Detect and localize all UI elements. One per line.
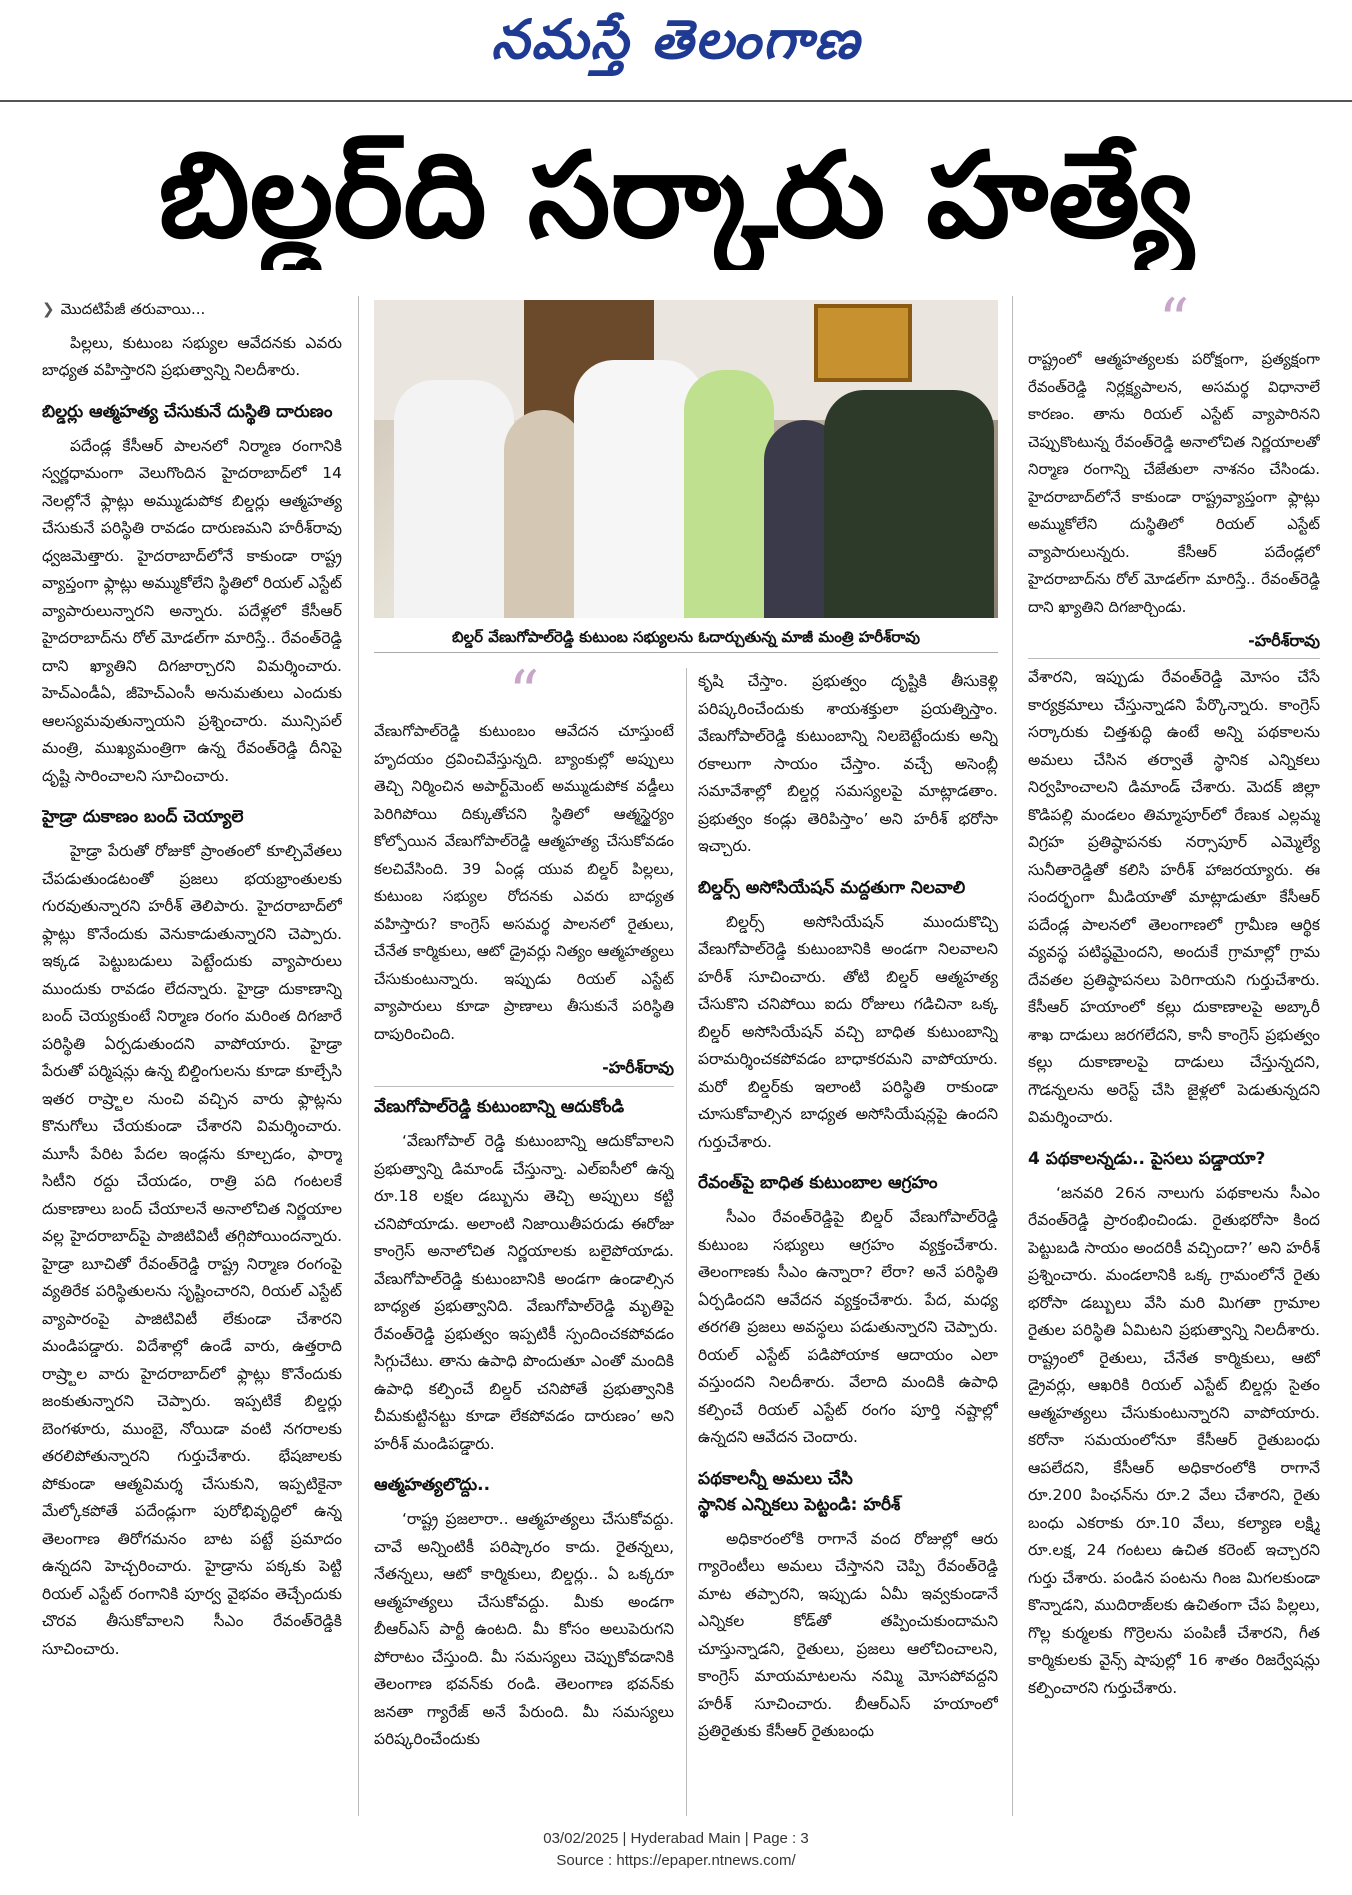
photo-person (824, 390, 994, 618)
column-2 (374, 1094, 674, 1816)
paragraph: పదేండ్ల కేసీఆర్ పాలనలో నిర్మాణ రంగానికి స్వర్ణధామంగా వెలుగొందిన హైదరాబాద్‌లో 14 నెలల్లోనే ఫ్లాట్లు అమ్ముడుపోక బిల్డర్లు ఆత్మహత్య చేసుకునే పరిస్థితి రావడం దారుణమని హరీశ్‌రావు ధ్వజమెత్తారు. హైదరాబాద్‌లోనే కాకుండా రాష్ట్ర వ్యాప్తంగా ఫ్లాట్లు అమ్ముకోలేని స్థితిలో రియల్ ఎస్టేట్ వ్యాపారులున్నారని అన్నారు. పదేళ్లలో కేసీఆర్ హైదరాబాద్‌ను రోల్ మోడల్‌గా మారిస్తే.. రేవంత్‌రెడ్డి దాని ఖ్యాతిని దిగజార్చారని విమర్శించారు. హెచ్‌ఎండీఏ, జీహెచ్‌ఎంసీ అనుమతులు ఎందుకు ఆలస్యమవుతున్నాయని ప్రశ్నించారు. మున్సిపల్ మంత్రి, ముఖ్యమంత్రిగా ఉన్న రేవంత్‌రెడ్డి దీనిపై దృష్టి సారించాలని సూచించారు. (42, 436, 342, 785)
intro-paragraph: పిల్లలు, కుటుంబ సభ్యుల ఆవేదనకు ఎవరు బాధ్యత వహిస్తారని ప్రభుత్వాన్ని నిలదీశారు. (42, 333, 342, 379)
chevron-right-icon: ❯ (42, 300, 55, 318)
subheading-no-suicides: ఆత్మహత్యలొద్దు.. (374, 1475, 491, 1495)
quote-signature: -హరీశ్‌రావు (1248, 631, 1320, 650)
quote-signature: -హరీశ్‌రావు (602, 1058, 674, 1077)
subheading-builders: బిల్డర్లు ఆత్మహత్య చేసుకునే దుస్థితి దారుణం (42, 401, 333, 422)
photo-person (394, 380, 514, 618)
masthead (0, 0, 1352, 92)
photo-caption: బిల్డర్ వేణుగోపాల్‌రెడ్డి కుటుంబ సభ్యులను ఓదార్చుతున్న మాజీ మంత్రి హరీశ్‌రావు (374, 622, 998, 653)
quote-icon: “ (1158, 296, 1190, 356)
continued-from-front (42, 296, 342, 324)
photo-person (684, 370, 774, 618)
subheading-support-family: వేణుగోపాల్‌రెడ్డి కుటుంబాన్ని ఆదుకోండి (374, 1097, 625, 1117)
footer (0, 1828, 1352, 1872)
pull-quote (1028, 296, 1320, 656)
footer-date-edition: 03/02/2025 | Hyderabad Main | Page : 3 (543, 1830, 809, 1847)
subheading-four-schemes: 4 పథకాలన్నడు.. పైసలు పడ్డాయా? (1028, 1148, 1266, 1169)
pull-quote (374, 668, 674, 1098)
subheading-hydra: హైడ్రా దుకాణం బంద్ చెయ్యాలె (42, 807, 244, 827)
paragraph: ‘రాష్ట్ర ప్రజలారా.. ఆత్మహత్యలు చేసుకోవద్దు. చావే అన్నింటికీ పరిష్కారం కాదు. రైతన్నలు, నేతన్నలు, ఆటో కార్మికులు, బిల్డర్లు.. ఏ ఒక్కరూ ఆత్మహత్యలు చేసుకోవద్దు. మీకు అండగా బీఆర్‌ఎస్ పార్టీ ఉంటది. మీ కోసం అలుపెరుగని పోరాటం చేస్తుంది. మీ సమస్యలు చెప్పుకోవడానికి తెలంగాణ భవన్‌కు రండి. తెలంగాణ భవన్‌కు జనతా గ్యారేజ్ అనే పేరుంది. మీ సమస్యలు పరిష్కరించేందుకు (374, 1510, 674, 1748)
header-divider (0, 100, 1352, 102)
column-divider (1012, 296, 1013, 1816)
paragraph: అధికారంలోకి రాగానే వంద రోజుల్లో ఆరు గ్యారెంటీలు అమలు చేస్తానని చెప్పి రేవంత్‌రెడ్డి మాట తప్పారని, ఇప్పుడు ఏమీ ఇవ్వకుండానే ఎన్నికల కోడ్‌తో తప్పించుకుందామని చూస్తున్నాడని, రైతులు, ప్రజలు ఆలోచించాలని, కాంగ్రెస్ మాయమాటలను నమ్మి మోసపోవద్దని హరీశ్ సూచించారు. బీఆర్‌ఎస్ హయాంలో ప్రతిరైతుకు కేసీఆర్ రైతుబంధు (698, 1529, 998, 1740)
subheading-family-anger: రేవంత్‌పై బాధిత కుటుంబాల ఆగ్రహం (698, 1173, 938, 1193)
section-divider (1028, 658, 1320, 659)
column-1 (42, 296, 342, 1816)
paragraph: ‘జనవరి 26న నాలుగు పథకాలను సీఎం రేవంత్‌రెడ్డి ప్రారంభించిండు. రైతుభరోసా కింద పెట్టుబడి సాయం అందరికీ వచ్చిందా?’ అని హరీశ్ ప్రశ్నించారు. మండలానికి ఒక్క గ్రామంలోనే రైతు భరోసా డబ్బులు వేసి మరి మిగతా గ్రామాల రైతుల పరిస్థితి ఏమిటని ప్రభుత్వాన్ని నిలదీశారు. రాష్ట్రంలో రైతులు, చేనేత కార్మికులు, ఆటో డ్రైవర్లు, ఆఖరికి రియల్ ఎస్టేట్ బిల్డర్లు సైతం ఆత్మహత్యలు చేసుకుంటున్నారని వాపోయారు. కరోనా సమయంలోనూ కేసీఆర్ రైతుబంధు ఆపలేదని, కేసీఆర్ అధికారంలోకి రాగానే రూ.200 పింఛన్‌ను రూ.2 వేలు చేశారని, రైతు బంధు ఎకరాకు రూ.10 వేలు, కల్యాణ లక్ష్మి రూ.లక్ష, 24 గంటలు ఉచిత కరెంట్ ఇచ్చారని గుర్తు చేశారు. పండిన పంటను గింజ మిగలకుండా కొన్నాడని, ముదిరాజ్‌లకు ఉచితంగా చేప పిల్లలు, గొల్ల కుర్మలకు గొర్రెలను పంపిణీ చేశారని, గీత కార్మికులకు వైన్స్ షాపుల్లో 16 శాతం రిజర్వేషన్లు కల్పించారని గుర్తుచేశారు. (1028, 1183, 1320, 1697)
headline: బిల్డర్‌ది సర్కారు హత్యే (158, 126, 1194, 264)
subheading-builders-association: బిల్డర్స్ అసోసియేషన్ మద్దతుగా నిలవాలి (698, 877, 966, 898)
paragraph: బిల్డర్స్ అసోసియేషన్ ముందుకొచ్చి వేణుగోపాల్‌రెడ్డి కుటుంబానికి అండగా నిలవాలని హరీశ్ సూచించారు. తోటి బిల్డర్ ఆత్మహత్య చేసుకొని చనిపోయి ఐదు రోజులు గడిచినా ఒక్క బిల్డర్ అసోసియేషన్ వచ్చి బాధిత కుటుంబాన్ని పరామర్శించకపోవడం బాధాకరమని వాపోయారు. మరో బిల్డర్‌కు ఇలాంటి పరిస్థితి రాకుండా చూసుకోవాల్సిన బాధ్యత అసోసియేషన్లపై ఉందని గుర్తుచేశారు. (698, 912, 998, 1151)
column-3 (698, 668, 998, 1816)
paragraph: వేశారని, ఇప్పుడు రేవంత్‌రెడ్డి మోసం చేసే కార్యక్రమాలు చేస్తున్నాడని పేర్కొన్నారు. కాంగ్రెస్ సర్కారుకు చిత్తశుద్ధి ఉంటే అన్ని పథకాలను అమలు చేసిన తర్వాతే స్థానిక ఎన్నికలు నిర్వహించాలని డిమాండ్ చేశారు. మెదక్ జిల్లా కొడిపల్లి మండలం తిమ్మాపూర్‌లో రేణుక ఎల్లమ్మ విగ్రహ ప్రతిష్ఠాపనకు నర్సాపూర్ ఎమ్మెల్యే సునీతారెడ్డితో కలిసి హరీశ్ హాజరయ్యారు. ఈ సందర్భంగా మీడియాతో మాట్లాడుతూ కేసీఆర్ పదేండ్ల పాలనలో తెలంగాణలో గ్రామీణ ఆర్థిక వ్యవస్థ పటిష్ఠమైందని, అందుకే గ్రామాల్లో గ్రామ దేవతల ప్రతిష్ఠాపనలు పెరిగాయని గుర్తుచేశారు. కేసీఆర్ హయాంలో కల్లు దుకాణాలపై అబ్కారీ శాఖ దాడులు జరగలేదని, కానీ కాంగ్రెస్ ప్రభుత్వం కల్లు దుకాణాలపై దాడులు చేస్తున్నదని, గౌడన్నలను అరెస్ట్ చేసి జైళ్లలో పెడుతున్నదని విమర్శించారు. (1028, 668, 1320, 1126)
subheading-schemes-line1: పథకాలన్నీ అమలు చేసి (698, 1468, 853, 1489)
quote-icon: “ (508, 668, 540, 728)
paragraph: ‘వేణుగోపాల్ రెడ్డి కుటుంబాన్ని ఆదుకోవాలని ప్రభుత్వాన్ని డిమాండ్ చేస్తున్నా. ఎల్‌ఐసీలో ఉన్న రూ.18 లక్షల డబ్బును తెచ్చి అప్పులు కట్టి చనిపోయాడు. అలాంటి నిజాయితీపరుడు ఈరోజు కాంగ్రెస్ అనాలోచిత నిర్ణయాలకు బలైపోయాడు. వేణుగోపాల్‌రెడ్డి కుటుంబానికి అండగా ఉండాల్సిన బాధ్యత ప్రభుత్వానిది. వేణుగోపాల్‌రెడ్డి మృతిపై రేవంత్‌రెడ్డి ప్రభుత్వం ఇప్పటికీ స్పందించకపోవడం సిగ్గుచేటు. తాను ఉపాధి పొందుతూ ఎంతో మందికి ఉపాధి కల్పించే బిల్డర్ చనిపోతే ప్రభుత్వానికి చీమకుట్టినట్టు కూడా లేకపోవడం దారుణం’ అని హరీశ్ మండిపడ్డారు. (374, 1132, 674, 1453)
newspaper-logo: నమస్తే తెలంగాణ (491, 8, 861, 71)
news-photo (374, 300, 998, 618)
paragraph: హైడ్రా పేరుతో రోజుకో ప్రాంతంలో కూల్చివేతలు చేపడుతుండటంతో ప్రజలు భయభ్రాంతులకు గురవుతున్నారని హరీశ్ తెలిపారు. హైదరాబాద్‌లో ఫ్లాట్లు కొనేందుకు వెనుకాడుతున్నారని చెప్పారు. ఇక్కడ పెట్టుబడులు పెట్టేందుకు వ్యాపారులు ముందుకు రావడం లేదన్నారు. హైడ్రా దుకాణాన్ని బంద్ చెయ్యకుంటే నిర్మాణ రంగం మరింత దిగజారే పరిస్థితి ఏర్పడుతుందని వాపోయారు. హైడ్రా పేరుతో పర్మిషన్లు ఉన్న బిల్డింగులను కూడా కూల్చేసి ఇతర రాష్ర్టాల నుంచి వచ్చిన వారు ఫ్లాట్లను కొనుగోలు చేయకుండా చేశారని విమర్శించారు. మూసీ పేరిట పేదల ఇండ్లను కూల్చడం, ఫార్మా సిటీని రద్దు చేయడం, రాత్రి పది గంటలకే దుకాణాలు బంద్ చేయాలనే అనాలోచిత నిర్ణయాల వల్ల హైదరాబాద్‌పై పాజిటివిటీ తగ్గిపోయిందన్నారు. హైడ్రా బూచితో రేవంత్‌రెడ్డి రాష్ట్ర నిర్మాణ రంగంపై వ్యతిరేక పరిస్థితులను సృష్టించారని, రియల్ ఎస్టేట్ వ్యాపారంపై పాజిటివిటీ లేకుండా చేశారని మండిపడ్డారు. విదేశాల్లో ఉండే వారు, ఉత్తరాది రాష్ర్టాల వారు హైదరాబాద్‌లో ఫ్లాట్లు కొనేందుకు జంకుతున్నారని చెప్పారు. ఇప్పటికే బిల్డర్లు బెంగళూరు, ముంబై, నోయిడా వంటి నగరాలకు తరలిపోతున్నారని గుర్తుచేశారు. భేషజాలకు పోకుండా ఆత్మవిమర్శ చేసుకుని, ఇప్పటికైనా మేల్కోకపోతే పదేండ్లుగా పురోభివృద్ధిలో ఉన్న తెలంగాణ తిరోగమనం బాట పట్టే ప్రమాదం ఉన్నదని హెచ్చరించారు. హైడ్రాను పక్కకు పెట్టి రియల్ ఎస్టేట్ రంగానికి పూర్వ వైభవం తెచ్చేందుకు చొరవ తీసుకోవాలని సీఎం రేవంత్‌రెడ్డికి సూచించారు. (42, 842, 342, 1658)
paragraph: కృషి చేస్తాం. ప్రభుత్వం దృష్టికి తీసుకెళ్లి పరిష్కరించేందుకు శాయశక్తులా ప్రయత్నిస్తాం. వేణుగోపాల్‌రెడ్డి కుటుంబాన్ని నిలబెట్టేందుకు అన్ని రకాలుగా సాయం చేస్తాం. వచ్చే అసెంబ్లీ సమావేశాల్లో బిల్డర్ల సమస్యలపై మాట్లాడతాం. ప్రభుత్వం కండ్లు తెరిపిస్తాం’ అని హరీశ్ భరోసా ఇచ్చారు. (698, 672, 998, 855)
footer-source: Source : https://epaper.ntnews.com/ (556, 1852, 796, 1869)
quote-text: వేణుగోపాల్‌రెడ్డి కుటుంబం ఆవేదన చూస్తుంటే హృదయం ద్రవించివేస్తున్నది. బ్యాంకుల్లో అప్పులు తెచ్చి నిర్మించిన అపార్ట్‌మెంట్ అమ్ముడుపోక వడ్డీలు పెరిగిపోయి దిక్కుతోచని స్థితిలో ఆత్మస్థైర్యం కోల్పోయిన వేణుగోపాల్‌రెడ్డి ఆత్మహత్య చేసుకోవడం కలచివేసింది. 39 ఏండ్ల యువ బిల్డర్ పిల్లలు, కుటుంబ సభ్యుల రోదనకు ఎవరు బాధ్యత వహిస్తారు? కాంగ్రెస్ అసమర్థ పాలనలో రైతులు, చేనేత కార్మికులు, ఆటో డ్రైవర్లు నిత్యం ఆత్మహత్యలు చేసుకుంటున్నారు. ఇప్పుడు రియల్ ఎస్టేట్ వ్యాపారులు కూడా ప్రాణాలు తీసుకునే పరిస్థితి దాపురించింది. (374, 722, 674, 1043)
column-divider (686, 668, 687, 1816)
paragraph: సీఎం రేవంత్‌రెడ్డిపై బిల్డర్ వేణుగోపాల్‌రెడ్డి కుటుంబ సభ్యులు ఆగ్రహం వ్యక్తంచేశారు. తెలంగాణకు సీఎం ఉన్నారా? లేరా? అనే పరిస్థితి ఏర్పడిందని ఆవేదన వ్యక్తంచేశారు. పేద, మధ్య తరగతి ప్రజలు అవస్థలు పడుతున్నారని చెప్పారు. రియల్ ఎస్టేట్ పడిపోయాక ఆదాయం ఎలా వస్తుందని నిలదీశారు. వేలాది మందికి ఉపాధి కల్పించే రియల్ ఎస్టేట్ రంగం పూర్తి నష్టాల్లో ఉన్నదని ఆవేదన చెందారు. (698, 1208, 998, 1446)
column-divider (358, 296, 359, 1816)
section-divider (374, 1086, 674, 1087)
jump-text: మొదటిపేజీ తరువాయి... (60, 300, 206, 318)
photo-person (504, 410, 584, 618)
photo-deity-frame (814, 304, 912, 382)
subheading-schemes-line2: స్థానిక ఎన్నికలు పెట్టండి: హరీశ్ (698, 1494, 901, 1515)
column-4 (1028, 664, 1320, 1816)
quote-text: రాష్ట్రంలో ఆత్మహత్యలకు పరోక్షంగా, ప్రత్యక్షంగా రేవంత్‌రెడ్డి నిర్లక్ష్యపాలన, అసమర్థ విధానాలే కారణం. తాను రియల్ ఎస్టేట్ వ్యాపారినని చెప్పుకొంటున్న రేవంత్‌రెడ్డి అనాలోచిత నిర్ణయాలతో నిర్మాణ రంగాన్ని చేజేతులా నాశనం చేసిండు. హైదరాబాద్‌లోనే కాకుండా రాష్ట్రవ్యాప్తంగా ఫ్లాట్లు అమ్ముకోలేని దుస్థితిలో రియల్ ఎస్టేట్ వ్యాపారులున్నరు. కేసీఆర్ పదేండ్లలో హైదరాబాద్‌ను రోల్ మోడల్‌గా మారిస్తే.. రేవంత్‌రెడ్డి దాని ఖ్యాతిని దిగజార్చిండు. (1028, 350, 1320, 616)
